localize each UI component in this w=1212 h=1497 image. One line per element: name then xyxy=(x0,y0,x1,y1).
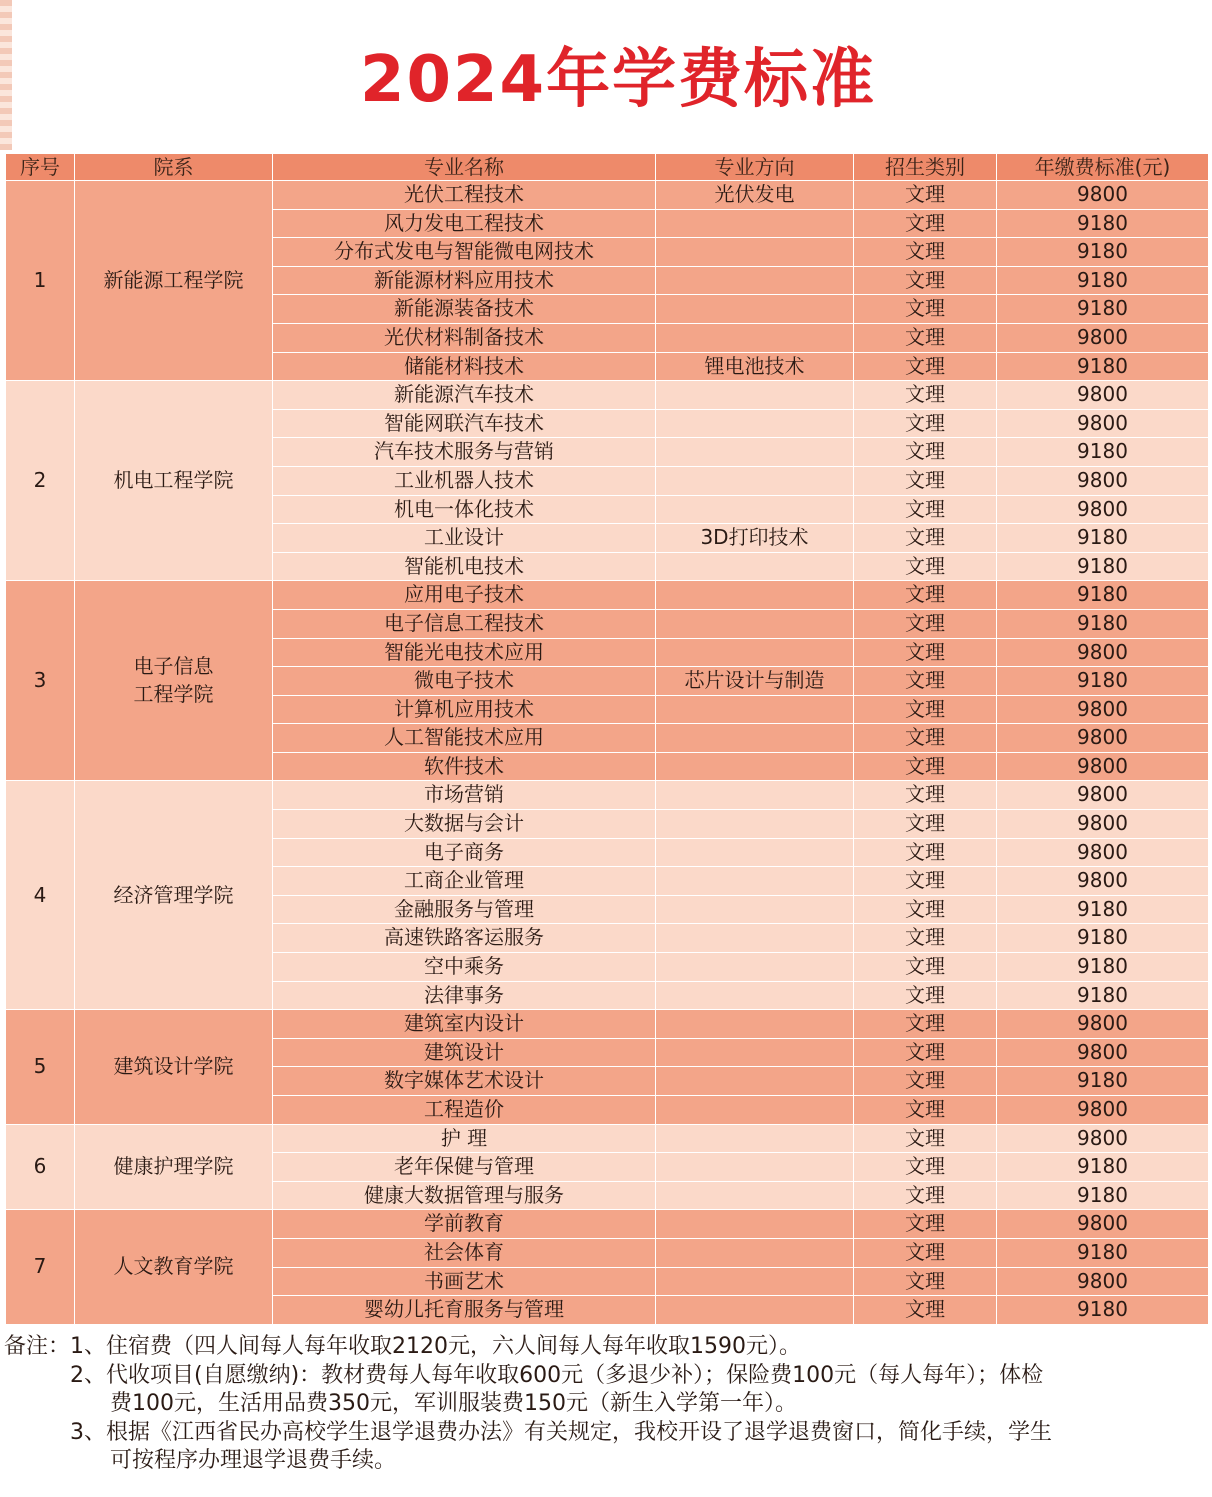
enrollment-category: 文理 xyxy=(854,1124,997,1153)
major-name: 法律事务 xyxy=(273,981,656,1010)
major-direction xyxy=(656,1124,854,1153)
enrollment-category: 文理 xyxy=(854,295,997,324)
enrollment-category: 文理 xyxy=(854,466,997,495)
enrollment-category: 文理 xyxy=(854,695,997,724)
annual-fee: 9180 xyxy=(997,981,1209,1010)
enrollment-category: 文理 xyxy=(854,552,997,581)
major-direction xyxy=(656,1296,854,1325)
major-name: 智能网联汽车技术 xyxy=(273,409,656,438)
major-direction xyxy=(656,867,854,896)
header-fee: 年缴费标准(元) xyxy=(997,154,1209,181)
college-name: 电子信息 工程学院 xyxy=(75,581,273,781)
major-direction xyxy=(656,981,854,1010)
major-direction xyxy=(656,209,854,238)
annual-fee: 9180 xyxy=(997,609,1209,638)
enrollment-category: 文理 xyxy=(854,638,997,667)
annual-fee: 9800 xyxy=(997,1267,1209,1296)
annual-fee: 9800 xyxy=(997,381,1209,410)
annual-fee: 9180 xyxy=(997,266,1209,295)
annual-fee: 9800 xyxy=(997,323,1209,352)
table-row xyxy=(6,1010,1209,1039)
major-name: 护 理 xyxy=(273,1124,656,1153)
major-direction xyxy=(656,953,854,982)
annual-fee: 9180 xyxy=(997,352,1209,381)
table-row xyxy=(6,1210,1209,1239)
enrollment-category: 文理 xyxy=(854,981,997,1010)
enrollment-category: 文理 xyxy=(854,895,997,924)
major-name: 学前教育 xyxy=(273,1210,656,1239)
college-name: 建筑设计学院 xyxy=(75,1010,273,1124)
major-direction xyxy=(656,810,854,839)
major-direction xyxy=(656,1210,854,1239)
annual-fee: 9800 xyxy=(997,1124,1209,1153)
annual-fee: 9800 xyxy=(997,638,1209,667)
note-line: 2、代收项目(自愿缴纳)：教材费每人每年收取600元（多退少补）；保险费100元（每人每年）；体检 xyxy=(70,1362,1044,1388)
major-direction xyxy=(656,838,854,867)
enrollment-category: 文理 xyxy=(854,323,997,352)
enrollment-category: 文理 xyxy=(854,209,997,238)
major-name: 风力发电工程技术 xyxy=(273,209,656,238)
enrollment-category: 文理 xyxy=(854,352,997,381)
major-direction xyxy=(656,438,854,467)
college-name: 机电工程学院 xyxy=(75,381,273,581)
major-name: 光伏材料制备技术 xyxy=(273,323,656,352)
college-name: 人文教育学院 xyxy=(75,1210,273,1324)
table-row xyxy=(6,1124,1209,1153)
annual-fee: 9800 xyxy=(997,724,1209,753)
major-name: 智能光电技术应用 xyxy=(273,638,656,667)
enrollment-category: 文理 xyxy=(854,1296,997,1325)
annual-fee: 9180 xyxy=(997,1238,1209,1267)
enrollment-category: 文理 xyxy=(854,724,997,753)
header-college: 院系 xyxy=(75,154,273,181)
annual-fee: 9180 xyxy=(997,953,1209,982)
annual-fee: 9800 xyxy=(997,181,1209,210)
major-direction xyxy=(656,1096,854,1125)
annual-fee: 9180 xyxy=(997,667,1209,696)
header-seq: 序号 xyxy=(6,154,75,181)
table-body xyxy=(6,181,1209,1325)
annual-fee: 9180 xyxy=(997,924,1209,953)
major-direction: 3D打印技术 xyxy=(656,524,854,553)
college-number: 1 xyxy=(6,181,75,381)
note-line: 备注：1、住宿费（四人间每人每年收取2120元，六人间每人每年收取1590元）。 xyxy=(4,1334,801,1359)
annual-fee: 9180 xyxy=(997,438,1209,467)
annual-fee: 9800 xyxy=(997,752,1209,781)
annual-fee: 9800 xyxy=(997,695,1209,724)
major-direction xyxy=(656,924,854,953)
major-direction xyxy=(656,724,854,753)
major-name: 空中乘务 xyxy=(273,953,656,982)
major-direction: 光伏发电 xyxy=(656,181,854,210)
major-direction xyxy=(656,466,854,495)
major-direction xyxy=(656,552,854,581)
notes-section xyxy=(4,1333,1204,1476)
college-name: 健康护理学院 xyxy=(75,1124,273,1210)
enrollment-category: 文理 xyxy=(854,266,997,295)
major-direction xyxy=(656,638,854,667)
major-direction xyxy=(656,323,854,352)
major-name: 数字媒体艺术设计 xyxy=(273,1067,656,1096)
major-name: 健康大数据管理与服务 xyxy=(273,1181,656,1210)
major-name: 高速铁路客运服务 xyxy=(273,924,656,953)
enrollment-category: 文理 xyxy=(854,181,997,210)
major-direction xyxy=(656,609,854,638)
major-name: 社会体育 xyxy=(273,1238,656,1267)
enrollment-category: 文理 xyxy=(854,1238,997,1267)
major-direction xyxy=(656,1267,854,1296)
annual-fee: 9800 xyxy=(997,1010,1209,1039)
enrollment-category: 文理 xyxy=(854,581,997,610)
major-name: 工业机器人技术 xyxy=(273,466,656,495)
enrollment-category: 文理 xyxy=(854,953,997,982)
major-name: 金融服务与管理 xyxy=(273,895,656,924)
header-category: 招生类别 xyxy=(854,154,997,181)
college-number: 6 xyxy=(6,1124,75,1210)
enrollment-category: 文理 xyxy=(854,1153,997,1182)
enrollment-category: 文理 xyxy=(854,838,997,867)
major-direction: 锂电池技术 xyxy=(656,352,854,381)
major-direction xyxy=(656,581,854,610)
major-name: 新能源汽车技术 xyxy=(273,381,656,410)
enrollment-category: 文理 xyxy=(854,781,997,810)
annual-fee: 9180 xyxy=(997,295,1209,324)
major-direction xyxy=(656,695,854,724)
college-number: 4 xyxy=(6,781,75,1010)
major-direction xyxy=(656,495,854,524)
header-major: 专业名称 xyxy=(273,154,656,181)
major-direction xyxy=(656,895,854,924)
enrollment-category: 文理 xyxy=(854,1181,997,1210)
college-name: 经济管理学院 xyxy=(75,781,273,1010)
table-row xyxy=(6,381,1209,410)
annual-fee: 9180 xyxy=(997,209,1209,238)
header-direction: 专业方向 xyxy=(656,154,854,181)
major-name: 计算机应用技术 xyxy=(273,695,656,724)
enrollment-category: 文理 xyxy=(854,867,997,896)
enrollment-category: 文理 xyxy=(854,1010,997,1039)
college-name: 新能源工程学院 xyxy=(75,181,273,381)
major-name: 机电一体化技术 xyxy=(273,495,656,524)
annual-fee: 9800 xyxy=(997,1038,1209,1067)
annual-fee: 9180 xyxy=(997,1153,1209,1182)
annual-fee: 9180 xyxy=(997,1296,1209,1325)
major-direction xyxy=(656,1067,854,1096)
enrollment-category: 文理 xyxy=(854,1067,997,1096)
enrollment-category: 文理 xyxy=(854,381,997,410)
college-number: 2 xyxy=(6,381,75,581)
major-direction xyxy=(656,1181,854,1210)
enrollment-category: 文理 xyxy=(854,1096,997,1125)
table-header-row xyxy=(6,154,1209,181)
major-direction xyxy=(656,238,854,267)
annual-fee: 9800 xyxy=(997,867,1209,896)
major-name: 大数据与会计 xyxy=(273,810,656,839)
major-direction xyxy=(656,266,854,295)
major-name: 工业设计 xyxy=(273,524,656,553)
major-name: 应用电子技术 xyxy=(273,581,656,610)
major-name: 市场营销 xyxy=(273,781,656,810)
major-direction xyxy=(656,1038,854,1067)
enrollment-category: 文理 xyxy=(854,810,997,839)
annual-fee: 9180 xyxy=(997,1067,1209,1096)
enrollment-category: 文理 xyxy=(854,495,997,524)
major-name: 建筑设计 xyxy=(273,1038,656,1067)
major-name: 书画艺术 xyxy=(273,1267,656,1296)
major-direction xyxy=(656,1238,854,1267)
major-name: 汽车技术服务与营销 xyxy=(273,438,656,467)
major-name: 软件技术 xyxy=(273,752,656,781)
enrollment-category: 文理 xyxy=(854,409,997,438)
table-row xyxy=(6,181,1209,210)
major-direction xyxy=(656,752,854,781)
enrollment-category: 文理 xyxy=(854,667,997,696)
annual-fee: 9180 xyxy=(997,1181,1209,1210)
annual-fee: 9800 xyxy=(997,409,1209,438)
college-number: 5 xyxy=(6,1010,75,1124)
enrollment-category: 文理 xyxy=(854,238,997,267)
fee-table xyxy=(5,153,1209,1325)
major-direction: 芯片设计与制造 xyxy=(656,667,854,696)
major-name: 新能源材料应用技术 xyxy=(273,266,656,295)
major-name: 新能源装备技术 xyxy=(273,295,656,324)
note-line: 可按程序办理退学退费手续。 xyxy=(110,1448,397,1473)
page-title: 2024年学费标准 xyxy=(359,43,877,117)
annual-fee: 9800 xyxy=(997,838,1209,867)
annual-fee: 9800 xyxy=(997,781,1209,810)
enrollment-category: 文理 xyxy=(854,438,997,467)
table-row xyxy=(6,781,1209,810)
enrollment-category: 文理 xyxy=(854,924,997,953)
major-name: 电子商务 xyxy=(273,838,656,867)
table-row xyxy=(6,581,1209,610)
major-name: 智能机电技术 xyxy=(273,552,656,581)
enrollment-category: 文理 xyxy=(854,1038,997,1067)
major-name: 婴幼儿托育服务与管理 xyxy=(273,1296,656,1325)
annual-fee: 9800 xyxy=(997,1210,1209,1239)
major-direction xyxy=(656,1153,854,1182)
note-line: 3、根据《江西省民办高校学生退学退费办法》有关规定，我校开设了退学退费窗口，简化手续，学生 xyxy=(70,1419,1053,1445)
annual-fee: 9800 xyxy=(997,466,1209,495)
major-direction xyxy=(656,409,854,438)
major-name: 建筑室内设计 xyxy=(273,1010,656,1039)
major-direction xyxy=(656,1010,854,1039)
note-line: 费100元，生活用品费350元，军训服装费150元（新生入学第一年）。 xyxy=(110,1391,797,1416)
annual-fee: 9180 xyxy=(997,238,1209,267)
major-direction xyxy=(656,295,854,324)
major-direction xyxy=(656,381,854,410)
enrollment-category: 文理 xyxy=(854,1210,997,1239)
college-number: 3 xyxy=(6,581,75,781)
major-name: 光伏工程技术 xyxy=(273,181,656,210)
enrollment-category: 文理 xyxy=(854,1267,997,1296)
major-direction xyxy=(656,781,854,810)
major-name: 微电子技术 xyxy=(273,667,656,696)
major-name: 分布式发电与智能微电网技术 xyxy=(273,238,656,267)
annual-fee: 9800 xyxy=(997,1096,1209,1125)
major-name: 电子信息工程技术 xyxy=(273,609,656,638)
enrollment-category: 文理 xyxy=(854,752,997,781)
college-number: 7 xyxy=(6,1210,75,1324)
annual-fee: 9180 xyxy=(997,552,1209,581)
enrollment-category: 文理 xyxy=(854,524,997,553)
annual-fee: 9800 xyxy=(997,495,1209,524)
major-name: 人工智能技术应用 xyxy=(273,724,656,753)
major-name: 工商企业管理 xyxy=(273,867,656,896)
annual-fee: 9180 xyxy=(997,581,1209,610)
major-name: 工程造价 xyxy=(273,1096,656,1125)
major-name: 储能材料技术 xyxy=(273,352,656,381)
enrollment-category: 文理 xyxy=(854,609,997,638)
annual-fee: 9180 xyxy=(997,895,1209,924)
annual-fee: 9800 xyxy=(997,810,1209,839)
annual-fee: 9180 xyxy=(997,524,1209,553)
major-name: 老年保健与管理 xyxy=(273,1153,656,1182)
